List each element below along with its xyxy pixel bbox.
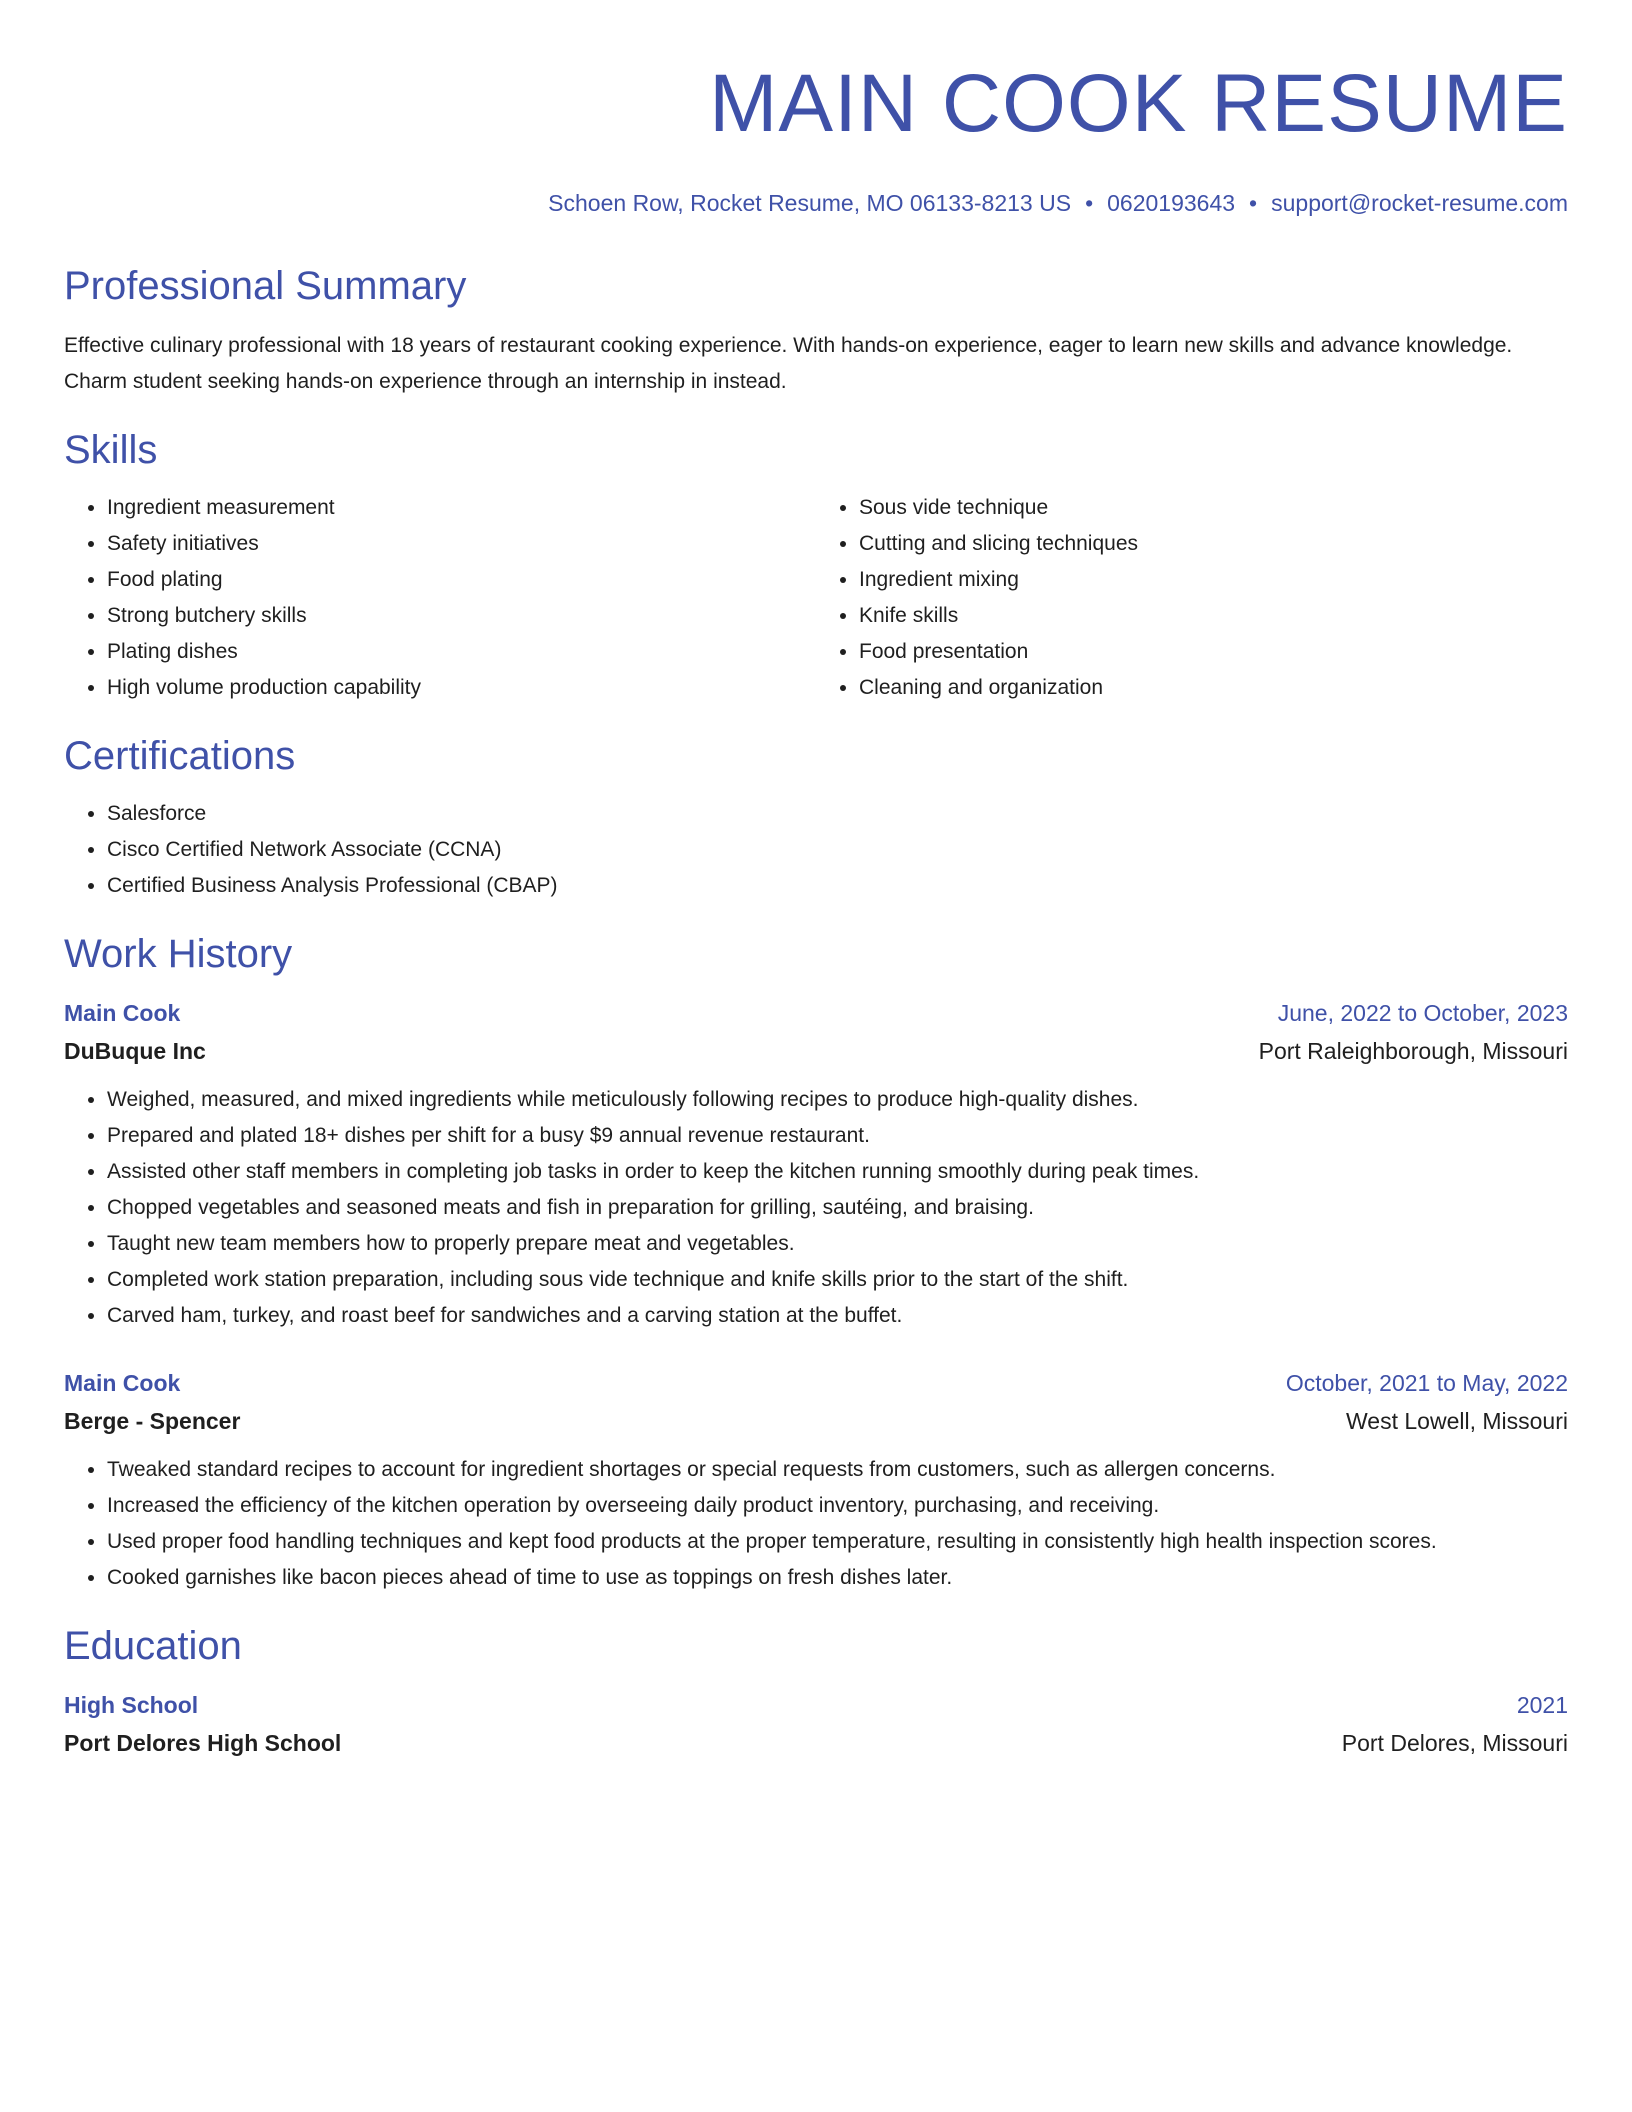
- job-duty-item: • Taught new team members how to properly prepare meat and vegetables.: [107, 1226, 1568, 1262]
- resume-header: [64, 56, 1568, 218]
- summary-section: [64, 262, 1568, 400]
- contact-phone: 0620193643: [1107, 190, 1236, 216]
- job-duties-list: [64, 1082, 1568, 1334]
- job-company: Berge - Spencer: [64, 1408, 241, 1434]
- contact-address: Schoen Row, Rocket Resume, MO 06133-8213 US: [548, 190, 1072, 216]
- contact-separator: •: [1249, 190, 1258, 216]
- job-title-row: [64, 994, 1568, 1032]
- skill-item: • Food presentation: [859, 634, 1568, 670]
- skills-heading: Skills: [64, 428, 158, 472]
- job-duty-item: • Assisted other staff members in completing job tasks in order to keep the kitchen running smoothly during peak times.: [107, 1154, 1568, 1190]
- job-title-row: [64, 1364, 1568, 1402]
- job-duties-list: [64, 1452, 1568, 1596]
- job-company-row: [64, 1402, 1568, 1440]
- skill-item: • Strong butchery skills: [107, 598, 816, 634]
- education-section: [64, 1622, 1568, 1762]
- resume-title: MAIN COOK RESUME: [709, 58, 1568, 149]
- work-history-heading: Work History: [64, 932, 293, 976]
- education-entry: [64, 1686, 1568, 1762]
- job-duty-item: • Tweaked standard recipes to account for ingredient shortages or special requests from customers, such as allergen concerns.: [107, 1452, 1568, 1488]
- job-duty-item: • Chopped vegetables and seasoned meats and fish in preparation for grilling, sautéing, and braising.: [107, 1190, 1568, 1226]
- certification-item: • Salesforce: [107, 796, 1568, 832]
- skill-item: • Ingredient mixing: [859, 562, 1568, 598]
- education-degree: High School: [64, 1692, 199, 1718]
- skill-item: • Safety initiatives: [107, 526, 816, 562]
- education-year: 2021: [1516, 1692, 1568, 1718]
- certifications-heading: Certifications: [64, 734, 296, 778]
- job-entry: [64, 1364, 1568, 1596]
- summary-text: Effective culinary professional with 18 years of restaurant cooking experience. With hands-on experience, eager to learn new skills and advance knowledge. Charm student seeking hands-on experience through an internship in instead.: [64, 334, 1513, 393]
- certification-item: • Certified Business Analysis Professional (CBAP): [107, 868, 1568, 904]
- job-dates: June, 2022 to October, 2023: [1277, 1000, 1568, 1026]
- job-role: Main Cook: [64, 1370, 181, 1396]
- job-dates: October, 2021 to May, 2022: [1285, 1370, 1568, 1396]
- education-school-row: [64, 1724, 1568, 1762]
- skill-item: • Food plating: [107, 562, 816, 598]
- job-entry: [64, 994, 1568, 1334]
- contact-separator: •: [1085, 190, 1094, 216]
- skills-section: [64, 426, 1568, 706]
- contact-email[interactable]: support@rocket-resume.com: [1271, 190, 1568, 216]
- skills-list-right: [816, 490, 1568, 706]
- skill-item: • Cleaning and organization: [859, 670, 1568, 706]
- job-location: West Lowell, Missouri: [1346, 1408, 1568, 1434]
- education-school: Port Delores High School: [64, 1730, 342, 1756]
- skills-list-left: [64, 490, 816, 706]
- skill-item: • Sous vide technique: [859, 490, 1568, 526]
- skill-item: • Ingredient measurement: [107, 490, 816, 526]
- job-duty-item: • Carved ham, turkey, and roast beef for sandwiches and a carving station at the buffet.: [107, 1298, 1568, 1334]
- contact-line: [64, 188, 1568, 218]
- certification-item: • Cisco Certified Network Associate (CCNA): [107, 832, 1568, 868]
- job-duty-item: • Used proper food handling techniques and kept food products at the proper temperature, resulting in consistently high health inspection scores.: [107, 1524, 1568, 1560]
- job-duty-item: • Weighed, measured, and mixed ingredients while meticulously following recipes to produce high-quality dishes.: [107, 1082, 1568, 1118]
- job-company: DuBuque Inc: [64, 1038, 206, 1064]
- skill-item: • Knife skills: [859, 598, 1568, 634]
- work-history-section: [64, 930, 1568, 1596]
- skill-item: • Plating dishes: [107, 634, 816, 670]
- job-role: Main Cook: [64, 1000, 181, 1026]
- education-location: Port Delores, Missouri: [1341, 1730, 1568, 1756]
- job-company-row: [64, 1032, 1568, 1070]
- summary-heading: Professional Summary: [64, 264, 467, 308]
- education-degree-row: [64, 1686, 1568, 1724]
- skills-columns: [64, 490, 1568, 706]
- job-duty-item: • Prepared and plated 18+ dishes per shift for a busy $9 annual revenue restaurant.: [107, 1118, 1568, 1154]
- job-location: Port Raleighborough, Missouri: [1258, 1038, 1568, 1064]
- education-heading: Education: [64, 1624, 242, 1668]
- job-duty-item: • Completed work station preparation, including sous vide technique and knife skills prior to the start of the shift.: [107, 1262, 1568, 1298]
- certifications-section: [64, 732, 1568, 904]
- skill-item: • Cutting and slicing techniques: [859, 526, 1568, 562]
- job-duty-item: • Increased the efficiency of the kitchen operation by overseeing daily product inventory, purchasing, and receiving.: [107, 1488, 1568, 1524]
- job-duty-item: • Cooked garnishes like bacon pieces ahead of time to use as toppings on fresh dishes later.: [107, 1560, 1568, 1596]
- certifications-list: [64, 796, 1568, 904]
- skill-item: • High volume production capability: [107, 670, 816, 706]
